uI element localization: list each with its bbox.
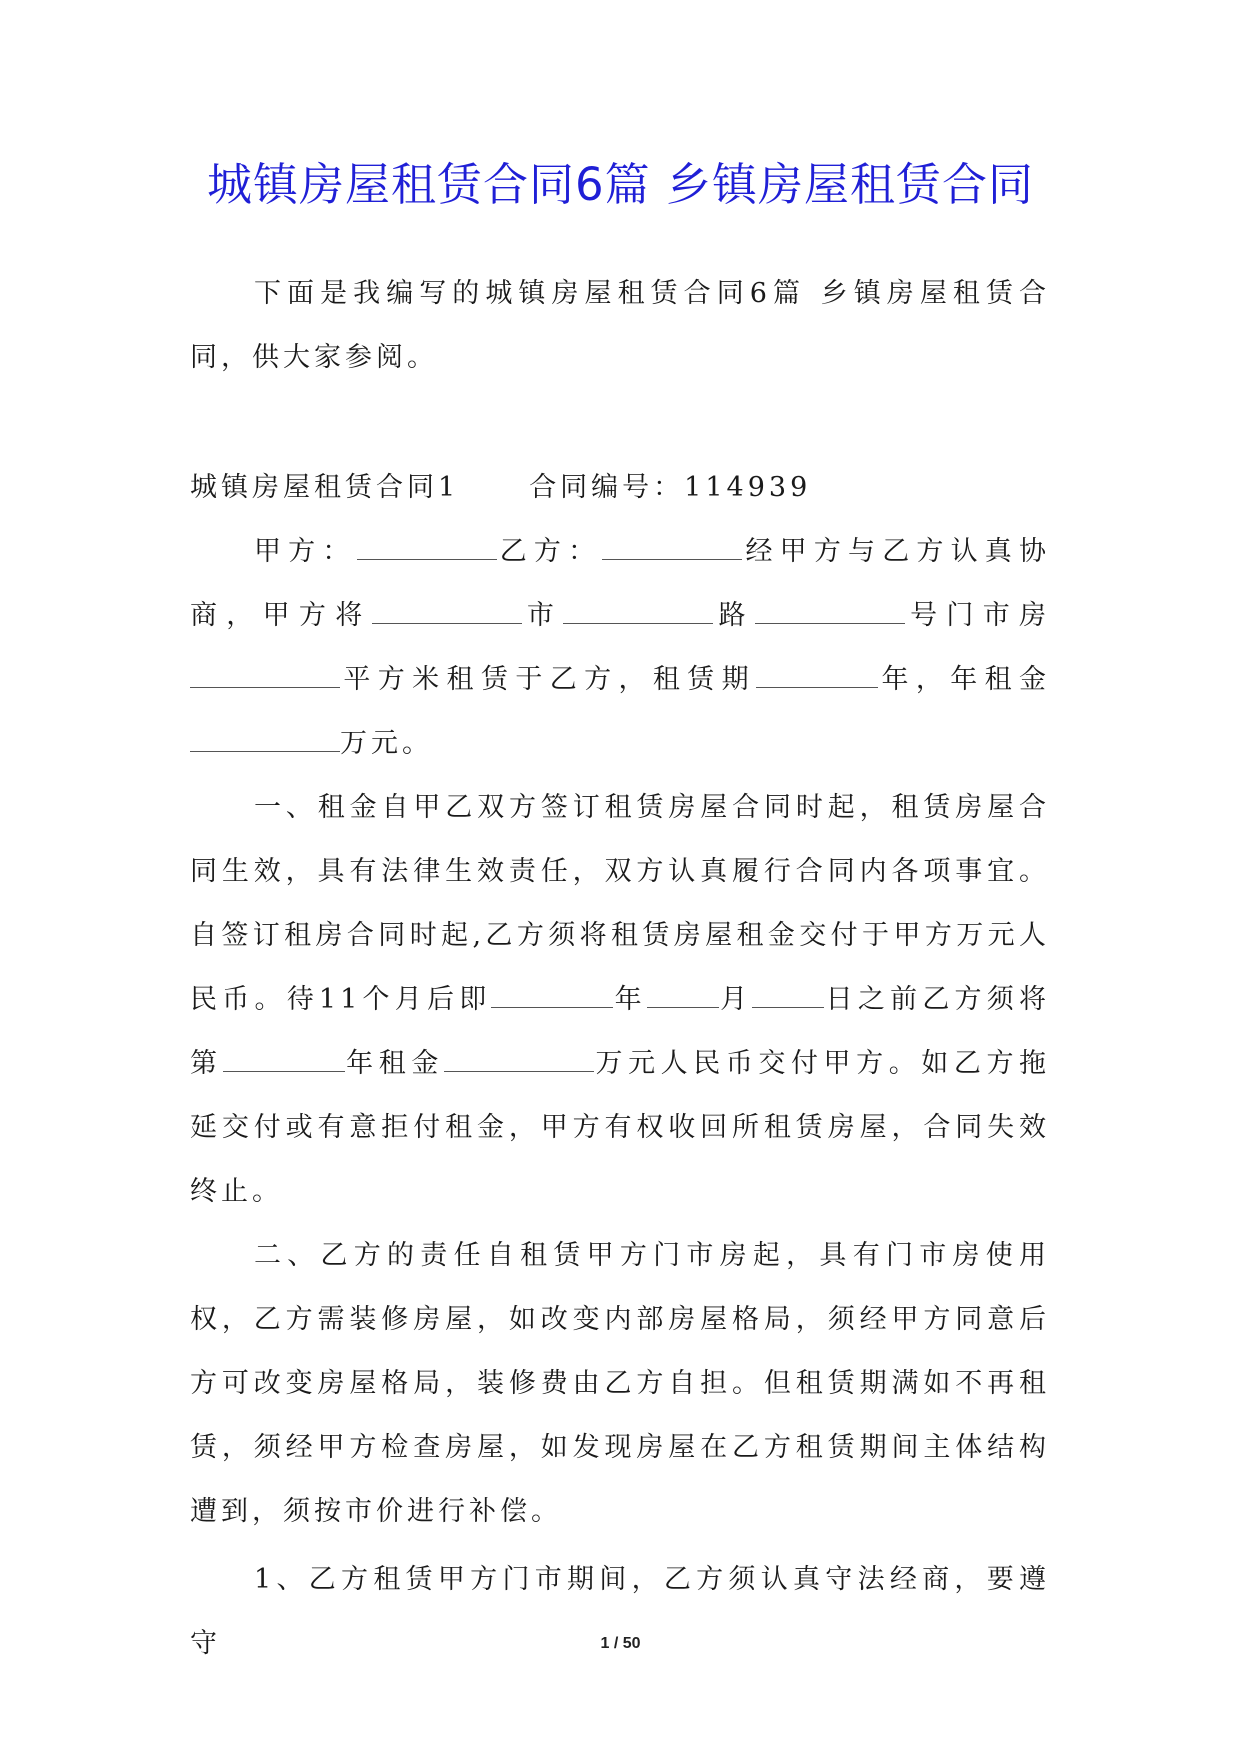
clause-1-paragraph	[190, 776, 1050, 1224]
clause-2-1-paragraph: 1、乙方租赁甲方门市期间，乙方须认真守法经商，要遵守	[190, 1564, 1050, 1659]
contract-heading: 城镇房屋租赁合同1	[190, 472, 460, 503]
city-blank	[372, 601, 522, 624]
page-number: 1 / 50	[600, 1635, 641, 1652]
parties-text-road: 路	[713, 600, 755, 631]
parties-text-end: 万元。	[340, 728, 433, 759]
clause-2-paragraph: 二、乙方的责任自租赁甲方门市房起，具有门市房使用权，乙方需装修房屋，如改变内部房屋格局，须经甲方同意后方可改变房屋格局，装修费由乙方自担。但租赁期满如不再租赁，须经甲方检查房屋，如发现房屋在乙方租赁期间主体结构遭到，须按市价进行补偿。	[190, 1240, 1050, 1527]
party-a-label: 甲方：	[254, 536, 357, 567]
document-body	[190, 262, 1050, 1676]
contract-heading-line	[190, 456, 1050, 520]
party-a-blank	[357, 537, 497, 560]
clause-1-text-e: 年租金	[344, 1048, 444, 1079]
area-blank	[190, 665, 340, 688]
clause-1-text-b: 年	[613, 984, 647, 1015]
party-b-label: 乙方：	[496, 536, 603, 567]
parties-paragraph	[190, 520, 1050, 776]
month-blank	[647, 985, 719, 1008]
nth-year-blank	[223, 1049, 345, 1072]
road-blank	[563, 601, 713, 624]
document-title: 城镇房屋租赁合同6篇 乡镇房屋租赁合同	[207, 158, 1034, 211]
contract-number: 合同编号：114939	[529, 472, 812, 503]
day-blank	[752, 985, 824, 1008]
clause-1-text-d: 日之前乙方须将第	[190, 984, 1051, 1079]
term-blank	[756, 665, 878, 688]
clause-1-text-c: 月	[718, 984, 753, 1015]
clause-1-text-f: 万元人民币交付甲方。如乙方拖延交付或有意拒付租金，甲方有权收回所租赁房屋，合同失效终止。	[190, 1048, 1051, 1207]
parties-text-1: 经甲方与乙方认真协商，甲方将	[190, 536, 1050, 631]
parties-text-rent: 年，年租金	[878, 664, 1051, 695]
clause-1-text-a: 一、租金自甲乙双方签订租赁房屋合同时起，租赁房屋合同生效，具有法律生效责任，双方认真履行合同内各项事宜。自签订租房合同时起,乙方须将租赁房屋租金交付于甲方万元人民币。待11个月后即	[190, 792, 1050, 1015]
intro-paragraph: 下面是我编写的城镇房屋租赁合同6篇 乡镇房屋租赁合同，供大家参阅。	[190, 278, 1050, 373]
rent-blank	[190, 729, 340, 752]
party-b-blank	[602, 537, 742, 560]
parties-text-city: 市	[521, 600, 564, 631]
parties-text-area: 平方米租赁于乙方，租赁期	[340, 664, 757, 695]
parties-text-shop: 号门市房	[904, 600, 1051, 631]
year-blank	[491, 985, 613, 1008]
number-blank	[755, 601, 905, 624]
amount-blank	[444, 1049, 594, 1072]
